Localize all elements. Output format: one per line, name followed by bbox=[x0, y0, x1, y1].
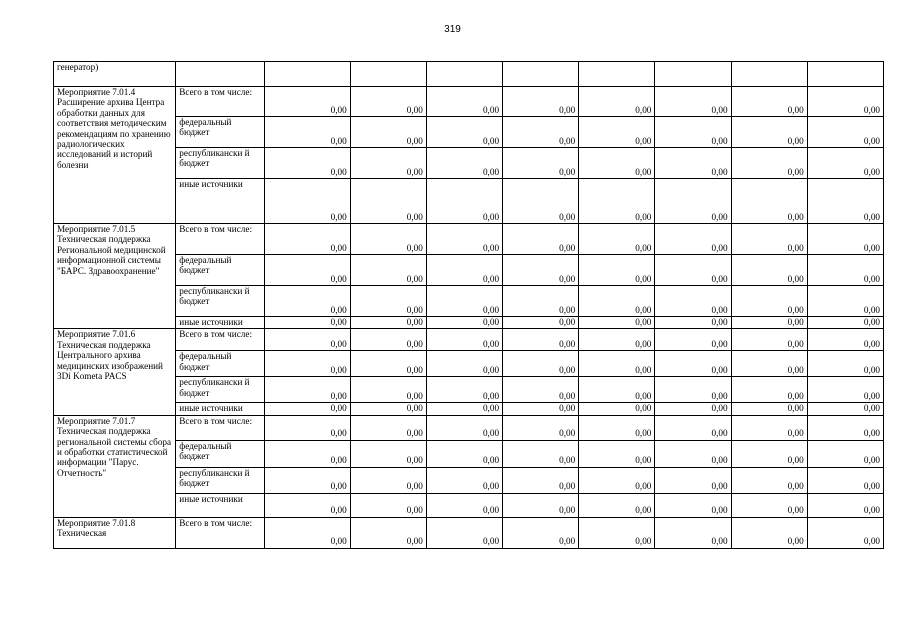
amount-cell: 0,00 bbox=[503, 329, 579, 351]
amount-cell: 0,00 bbox=[265, 403, 350, 415]
amount-cell: 0,00 bbox=[350, 377, 426, 403]
amount-cell: 0,00 bbox=[731, 415, 807, 440]
amount-cell: 0,00 bbox=[579, 467, 655, 493]
amount-cell: 0,00 bbox=[731, 493, 807, 517]
amount-cell: 0,00 bbox=[655, 286, 731, 317]
funding-source: республикански й бюджет bbox=[176, 467, 265, 493]
amount-cell: 0,00 bbox=[426, 255, 502, 286]
amount-cell: 0,00 bbox=[731, 377, 807, 403]
event-title: Мероприятие 7.01.4 Расширение архива Центра обработки данных для соответствия методическим рекомендациям по хранению радиологических исследований и историй болезни bbox=[54, 87, 176, 224]
amount-cell: 0,00 bbox=[265, 377, 350, 403]
amount-cell: 0,00 bbox=[655, 87, 731, 117]
amount-cell: 0,00 bbox=[731, 148, 807, 179]
amount-cell: 0,00 bbox=[350, 351, 426, 377]
amount-cell: 0,00 bbox=[265, 286, 350, 317]
amount-cell: 0,00 bbox=[807, 317, 883, 329]
table-row bbox=[54, 255, 884, 286]
table-row bbox=[54, 517, 884, 548]
funding-source: Всего в том числе: bbox=[176, 87, 265, 117]
budget-table bbox=[53, 61, 884, 549]
empty-cell bbox=[426, 62, 502, 87]
amount-cell: 0,00 bbox=[265, 317, 350, 329]
amount-cell: 0,00 bbox=[265, 255, 350, 286]
amount-cell: 0,00 bbox=[579, 440, 655, 467]
continuation-text: генератор) bbox=[54, 62, 176, 87]
amount-cell: 0,00 bbox=[503, 403, 579, 415]
amount-cell: 0,00 bbox=[807, 179, 883, 224]
amount-cell: 0,00 bbox=[655, 117, 731, 148]
amount-cell: 0,00 bbox=[503, 317, 579, 329]
amount-cell: 0,00 bbox=[579, 377, 655, 403]
funding-source: федеральный бюджет bbox=[176, 117, 265, 148]
amount-cell: 0,00 bbox=[807, 329, 883, 351]
amount-cell: 0,00 bbox=[350, 440, 426, 467]
funding-source: Всего в том числе: bbox=[176, 415, 265, 440]
amount-cell: 0,00 bbox=[426, 440, 502, 467]
amount-cell: 0,00 bbox=[579, 517, 655, 548]
table-row bbox=[54, 87, 884, 117]
funding-source: иные источники bbox=[176, 403, 265, 415]
amount-cell: 0,00 bbox=[655, 351, 731, 377]
event-title: Мероприятие 7.01.8 Техническая bbox=[54, 517, 176, 548]
amount-cell: 0,00 bbox=[426, 493, 502, 517]
amount-cell: 0,00 bbox=[807, 377, 883, 403]
amount-cell: 0,00 bbox=[579, 329, 655, 351]
amount-cell: 0,00 bbox=[265, 440, 350, 467]
empty-cell bbox=[503, 62, 579, 87]
amount-cell: 0,00 bbox=[807, 255, 883, 286]
amount-cell: 0,00 bbox=[579, 148, 655, 179]
amount-cell: 0,00 bbox=[265, 415, 350, 440]
amount-cell: 0,00 bbox=[503, 467, 579, 493]
amount-cell: 0,00 bbox=[579, 224, 655, 255]
amount-cell: 0,00 bbox=[503, 255, 579, 286]
amount-cell: 0,00 bbox=[731, 117, 807, 148]
amount-cell: 0,00 bbox=[655, 467, 731, 493]
table-row bbox=[54, 351, 884, 377]
funding-source: республикански й бюджет bbox=[176, 286, 265, 317]
amount-cell: 0,00 bbox=[350, 224, 426, 255]
amount-cell: 0,00 bbox=[350, 415, 426, 440]
amount-cell: 0,00 bbox=[503, 117, 579, 148]
amount-cell: 0,00 bbox=[579, 493, 655, 517]
amount-cell: 0,00 bbox=[579, 255, 655, 286]
empty-cell bbox=[350, 62, 426, 87]
amount-cell: 0,00 bbox=[655, 255, 731, 286]
amount-cell: 0,00 bbox=[655, 329, 731, 351]
amount-cell: 0,00 bbox=[265, 148, 350, 179]
amount-cell: 0,00 bbox=[579, 117, 655, 148]
amount-cell: 0,00 bbox=[731, 440, 807, 467]
funding-source: иные источники bbox=[176, 493, 265, 517]
empty-cell bbox=[655, 62, 731, 87]
amount-cell: 0,00 bbox=[655, 224, 731, 255]
amount-cell: 0,00 bbox=[503, 224, 579, 255]
funding-source: Всего в том числе: bbox=[176, 329, 265, 351]
amount-cell: 0,00 bbox=[426, 403, 502, 415]
amount-cell: 0,00 bbox=[350, 117, 426, 148]
amount-cell: 0,00 bbox=[426, 317, 502, 329]
table-row bbox=[54, 117, 884, 148]
amount-cell: 0,00 bbox=[807, 351, 883, 377]
amount-cell: 0,00 bbox=[655, 377, 731, 403]
amount-cell: 0,00 bbox=[731, 286, 807, 317]
amount-cell: 0,00 bbox=[731, 255, 807, 286]
amount-cell: 0,00 bbox=[265, 87, 350, 117]
event-title: Мероприятие 7.01.6 Техническая поддержка Центрального архива медицинских изображений 3Di Kometa PACS bbox=[54, 329, 176, 415]
amount-cell: 0,00 bbox=[350, 329, 426, 351]
amount-cell: 0,00 bbox=[503, 148, 579, 179]
amount-cell: 0,00 bbox=[807, 415, 883, 440]
amount-cell: 0,00 bbox=[807, 467, 883, 493]
table-row bbox=[54, 440, 884, 467]
amount-cell: 0,00 bbox=[426, 351, 502, 377]
amount-cell: 0,00 bbox=[731, 517, 807, 548]
amount-cell: 0,00 bbox=[426, 467, 502, 493]
amount-cell: 0,00 bbox=[503, 351, 579, 377]
amount-cell: 0,00 bbox=[579, 351, 655, 377]
amount-cell: 0,00 bbox=[350, 255, 426, 286]
amount-cell: 0,00 bbox=[807, 224, 883, 255]
amount-cell: 0,00 bbox=[350, 403, 426, 415]
event-title: Мероприятие 7.01.5 Техническая поддержка Региональной медицинской информационной системы "БАРС. Здравоохранение" bbox=[54, 224, 176, 329]
funding-source: федеральный бюджет bbox=[176, 351, 265, 377]
amount-cell: 0,00 bbox=[655, 317, 731, 329]
amount-cell: 0,00 bbox=[350, 148, 426, 179]
table-row bbox=[54, 377, 884, 403]
funding-source: Всего в том числе: bbox=[176, 224, 265, 255]
funding-source: республикански й бюджет bbox=[176, 377, 265, 403]
amount-cell: 0,00 bbox=[426, 329, 502, 351]
table-row bbox=[54, 179, 884, 224]
funding-source: иные источники bbox=[176, 179, 265, 224]
amount-cell: 0,00 bbox=[426, 117, 502, 148]
amount-cell: 0,00 bbox=[807, 517, 883, 548]
amount-cell: 0,00 bbox=[579, 179, 655, 224]
amount-cell: 0,00 bbox=[807, 286, 883, 317]
amount-cell: 0,00 bbox=[807, 87, 883, 117]
funding-source: Всего в том числе: bbox=[176, 517, 265, 548]
amount-cell: 0,00 bbox=[265, 351, 350, 377]
amount-cell: 0,00 bbox=[503, 377, 579, 403]
event-title: Мероприятие 7.01.7 Техническая поддержка региональной системы сбора и обработки статистической информации "Парус. Отчетность" bbox=[54, 415, 176, 517]
funding-source: иные источники bbox=[176, 317, 265, 329]
amount-cell: 0,00 bbox=[426, 224, 502, 255]
amount-cell: 0,00 bbox=[731, 224, 807, 255]
amount-cell: 0,00 bbox=[426, 415, 502, 440]
amount-cell: 0,00 bbox=[655, 148, 731, 179]
table-row bbox=[54, 62, 884, 87]
amount-cell: 0,00 bbox=[503, 517, 579, 548]
table-row bbox=[54, 493, 884, 517]
amount-cell: 0,00 bbox=[350, 87, 426, 117]
amount-cell: 0,00 bbox=[807, 148, 883, 179]
amount-cell: 0,00 bbox=[265, 117, 350, 148]
table-row bbox=[54, 317, 884, 329]
amount-cell: 0,00 bbox=[426, 377, 502, 403]
amount-cell: 0,00 bbox=[731, 329, 807, 351]
empty-cell bbox=[807, 62, 883, 87]
amount-cell: 0,00 bbox=[350, 317, 426, 329]
amount-cell: 0,00 bbox=[655, 517, 731, 548]
empty-cell bbox=[579, 62, 655, 87]
amount-cell: 0,00 bbox=[265, 493, 350, 517]
amount-cell: 0,00 bbox=[655, 493, 731, 517]
funding-source: федеральный бюджет bbox=[176, 255, 265, 286]
amount-cell: 0,00 bbox=[731, 351, 807, 377]
amount-cell: 0,00 bbox=[731, 179, 807, 224]
amount-cell: 0,00 bbox=[503, 493, 579, 517]
amount-cell: 0,00 bbox=[731, 317, 807, 329]
funding-source: республикански й бюджет bbox=[176, 148, 265, 179]
page-number: 319 bbox=[444, 24, 461, 35]
amount-cell: 0,00 bbox=[350, 517, 426, 548]
amount-cell: 0,00 bbox=[265, 467, 350, 493]
empty-cell bbox=[265, 62, 350, 87]
table-row bbox=[54, 467, 884, 493]
table-row bbox=[54, 224, 884, 255]
amount-cell: 0,00 bbox=[655, 179, 731, 224]
table-row bbox=[54, 403, 884, 415]
empty-cell bbox=[176, 62, 265, 87]
amount-cell: 0,00 bbox=[503, 286, 579, 317]
amount-cell: 0,00 bbox=[426, 179, 502, 224]
amount-cell: 0,00 bbox=[579, 415, 655, 440]
amount-cell: 0,00 bbox=[807, 117, 883, 148]
amount-cell: 0,00 bbox=[731, 403, 807, 415]
amount-cell: 0,00 bbox=[655, 440, 731, 467]
amount-cell: 0,00 bbox=[579, 286, 655, 317]
amount-cell: 0,00 bbox=[265, 329, 350, 351]
amount-cell: 0,00 bbox=[350, 493, 426, 517]
amount-cell: 0,00 bbox=[265, 517, 350, 548]
amount-cell: 0,00 bbox=[426, 286, 502, 317]
amount-cell: 0,00 bbox=[265, 179, 350, 224]
table-row bbox=[54, 148, 884, 179]
amount-cell: 0,00 bbox=[807, 440, 883, 467]
table-row bbox=[54, 329, 884, 351]
amount-cell: 0,00 bbox=[731, 467, 807, 493]
amount-cell: 0,00 bbox=[503, 179, 579, 224]
amount-cell: 0,00 bbox=[350, 179, 426, 224]
funding-source: федеральный бюджет bbox=[176, 440, 265, 467]
amount-cell: 0,00 bbox=[503, 440, 579, 467]
amount-cell: 0,00 bbox=[655, 403, 731, 415]
table-row bbox=[54, 415, 884, 440]
amount-cell: 0,00 bbox=[503, 87, 579, 117]
amount-cell: 0,00 bbox=[426, 87, 502, 117]
amount-cell: 0,00 bbox=[579, 317, 655, 329]
amount-cell: 0,00 bbox=[503, 415, 579, 440]
amount-cell: 0,00 bbox=[579, 87, 655, 117]
table-row bbox=[54, 286, 884, 317]
amount-cell: 0,00 bbox=[265, 224, 350, 255]
amount-cell: 0,00 bbox=[807, 493, 883, 517]
amount-cell: 0,00 bbox=[731, 87, 807, 117]
amount-cell: 0,00 bbox=[579, 403, 655, 415]
amount-cell: 0,00 bbox=[350, 286, 426, 317]
amount-cell: 0,00 bbox=[426, 148, 502, 179]
amount-cell: 0,00 bbox=[807, 403, 883, 415]
amount-cell: 0,00 bbox=[655, 415, 731, 440]
empty-cell bbox=[731, 62, 807, 87]
amount-cell: 0,00 bbox=[426, 517, 502, 548]
amount-cell: 0,00 bbox=[350, 467, 426, 493]
